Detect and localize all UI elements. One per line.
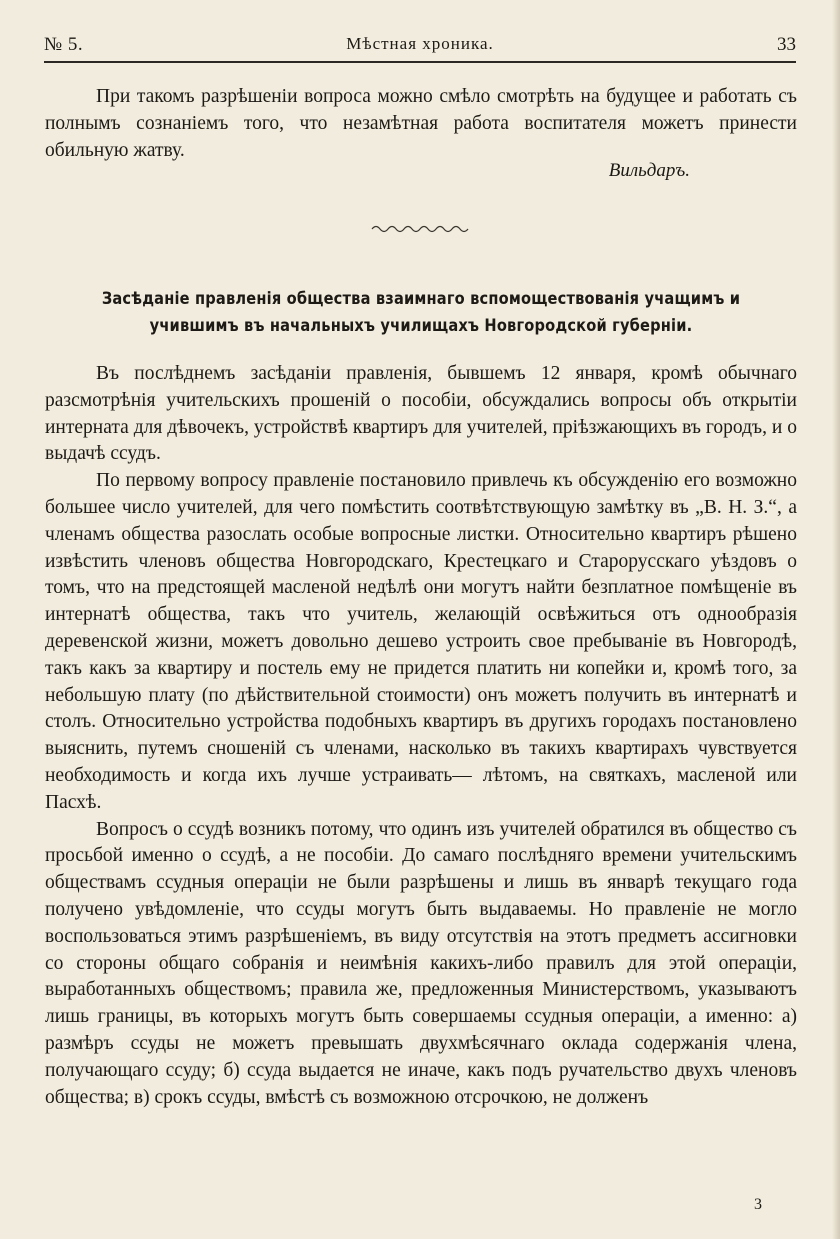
wavy-divider-icon <box>370 222 470 236</box>
intro-text <box>45 84 797 164</box>
signature-mark: 3 <box>754 1196 762 1213</box>
article-paragraph: Въ послѣднемъ засѣданіи правленія, бывшемъ 12 января, кромѣ обычнаго разсмотрѣнія учительскихъ прошеній о пособіи, обсуждались вопросы объ открытіи интерната для дѣвочекъ, устройствѣ квартиръ для учителей, пріѣзжающихъ въ городъ, и о выдачѣ ссудъ. <box>45 363 797 465</box>
issue-number: № 5. <box>44 34 84 55</box>
intro-paragraph: При такомъ разрѣшеніи вопроса можно смѣло смотрѣть на будущее и работать съ полнымъ сознаніемъ того, что незамѣтная работа воспитателя можетъ принести обильную жатву. <box>45 86 797 161</box>
header-rule <box>44 61 796 63</box>
section-divider <box>0 222 840 238</box>
article-paragraph: Вопросъ о ссудѣ возникъ потому, что одинъ изъ учителей обратился въ общество съ просьбой именно о ссудѣ, а не пособіи. До самаго послѣдняго времени учительскимъ обществамъ ссудныя операціи не были разрѣшены и лишь въ январѣ текущаго года получено увѣдомленіе, что ссуды могутъ быть выдаваемы. Но правленіе не могло воспользоваться этимъ разрѣшеніемъ, въ виду отсутствія на этотъ предметъ ассигновки со стороны общаго собранія и неимѣнія какихъ-либо правилъ для этой операціи, выработанныхъ обществомъ; правила же, предложенныя Министерствомъ, указываютъ лишь границы, въ которыхъ могутъ быть совершаемы ссудныя операціи, а именно: а) размѣръ ссуды не можетъ превышать двухмѣсячнаго оклада содержанія члена, получающаго ссуду; б) ссуда выдается не иначе, какъ подъ ручательство двухъ членовъ общества; в) срокъ ссуды, вмѣстѣ съ возможною отсрочкою, не долженъ <box>45 818 797 1108</box>
page-edge-shadow <box>832 0 840 1239</box>
article-paragraph: По первому вопросу правленіе постановило привлечь къ обсужденію его возможно большее число учителей, для чего помѣстить соотвѣтствующую замѣтку въ „В. Н. З.“, а членамъ общества разослать особые вопросные листки. Относительно квартиръ рѣшено извѣстить членовъ общества Новгородскаго, Крестецкаго и Старорусскаго уѣздовъ о томъ, что на предстоящей масленой недѣлѣ они могутъ найти безплатное помѣщеніе въ интернатѣ общества, такъ что учитель, желающій освѣжиться отъ однообразія деревенской жизни, можетъ довольно дешево устроить свое пребываніе въ Новгородѣ, такъ какъ за квартиру и постель ему не придется платить ни копейки и, кромѣ того, за небольшую плату (по дѣйствительной стоимости) онъ можетъ получить въ интернатѣ и столъ. Относительно устройства подобныхъ квартиръ въ другихъ городахъ постановлено выяснить, путемъ сношеній съ членами, насколько въ такихъ квартирахъ чувствуется необходимость и когда ихъ лучше устраивать— лѣтомъ, на святкахъ, масленой или Пасхѣ. <box>45 470 797 813</box>
page-header <box>40 30 800 60</box>
article-body <box>45 361 797 1111</box>
author-signature: Вильдаръ. <box>608 160 690 181</box>
running-title: Мѣстная хроника. <box>346 34 494 53</box>
page-number: 33 <box>777 34 796 55</box>
article-title: Засѣданіе правленія общества взаимнаго вспомоществованія учащимъ и учившимъ въ начальныхъ училищахъ Новгородской губерніи. <box>101 289 741 336</box>
